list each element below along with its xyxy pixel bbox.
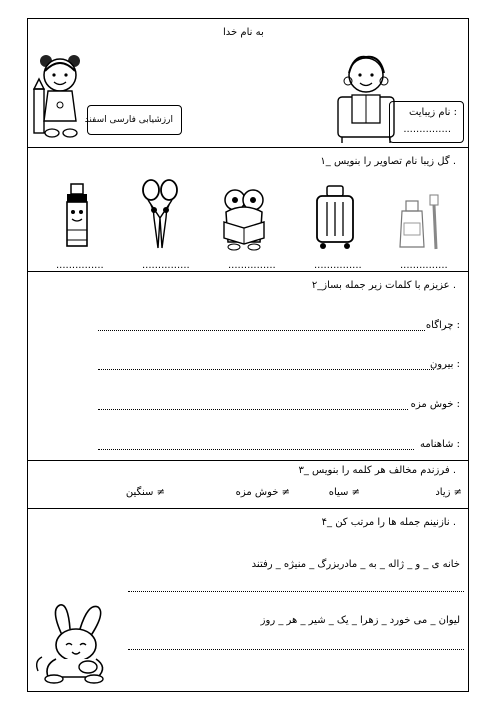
opposite-2: سیاه ≠ — [328, 487, 360, 498]
reading-character-icon — [218, 186, 270, 250]
q2-title: ۲_عزیزم با کلمات زیر جمله بساز . — [311, 280, 456, 291]
glue-stick-icon — [62, 182, 92, 250]
question-4-section — [28, 509, 468, 693]
word-2: بیرون : — [429, 359, 460, 370]
question-1-section — [28, 148, 468, 272]
scrambled-sentence-2: لیوان _ می خورد _ زهرا _ یک _ شیر _ هر _ روز — [260, 615, 460, 626]
exam-title: ارزشیابی فارسی اسفند — [84, 115, 173, 125]
worksheet — [27, 18, 469, 692]
picture-5-blank[interactable]: ............... — [56, 260, 104, 271]
opposite-1: زیاد ≠ — [435, 487, 462, 498]
q1-title: ۱_ گل زیبا نام تصاویر را بنویس . — [320, 156, 456, 167]
toothbrush-toothpaste-icon — [396, 193, 446, 251]
opposite-3: خوش مزه ≠ — [235, 487, 290, 498]
ordered-line-1[interactable] — [128, 591, 464, 592]
picture-3-blank[interactable]: ............... — [228, 260, 276, 271]
q4-title: ۴_ نازنینم جمله ها را مرتب کن . — [321, 517, 456, 528]
q3-title: ۳_ فرزندم مخالف هر کلمه را بنویس . — [298, 465, 456, 476]
suitcase-icon — [313, 184, 357, 250]
question-3-section — [28, 461, 468, 509]
bunny-icon — [36, 601, 118, 685]
picture-2-blank[interactable]: ............... — [314, 260, 362, 271]
picture-4-blank[interactable]: ............... — [142, 260, 190, 271]
answer-line-4[interactable] — [98, 449, 414, 450]
scrambled-sentence-1: خانه ی _ و _ ژاله _ به _ مادربزرگ _ منیژه _ رفتند — [251, 559, 460, 570]
name-label: نام زیبایت : — [408, 107, 457, 118]
student-name-box — [389, 101, 464, 143]
scissors-icon — [140, 178, 180, 252]
girl-with-pencil-icon — [32, 49, 92, 141]
ordered-line-2[interactable] — [128, 649, 464, 650]
answer-line-1[interactable] — [98, 330, 425, 331]
word-1: چراگاه : — [425, 320, 460, 331]
answer-line-2[interactable] — [98, 369, 434, 370]
name-blank[interactable]: ............... — [403, 124, 451, 135]
exam-title-box — [84, 105, 182, 135]
basmala: به نام خدا — [223, 27, 264, 38]
picture-1-blank[interactable]: ............... — [400, 260, 448, 271]
word-4: شاهنامه : — [419, 439, 460, 450]
header-section — [28, 19, 468, 148]
word-3: خوش مزه : — [410, 399, 460, 410]
question-2-section — [28, 272, 468, 461]
opposite-4: سنگین ≠ — [125, 487, 165, 498]
answer-line-3[interactable] — [98, 409, 408, 410]
